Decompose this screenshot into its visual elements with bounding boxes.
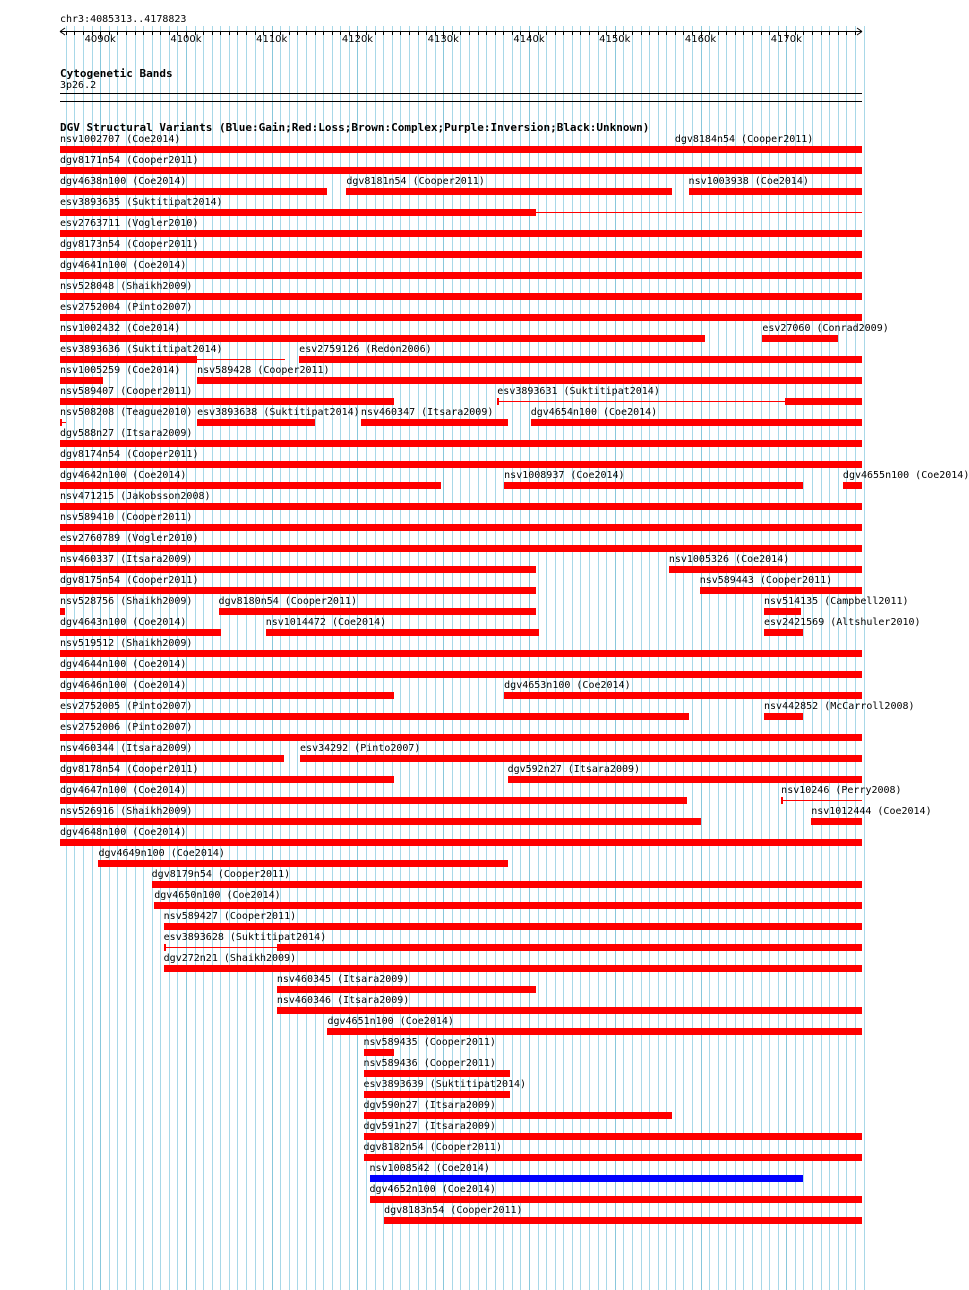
variant-bar[interactable] bbox=[219, 608, 536, 615]
variant-bar[interactable] bbox=[364, 1112, 673, 1119]
variant-label[interactable]: nsv1014472 (Coe2014) bbox=[265, 617, 387, 628]
variant-bar[interactable] bbox=[60, 230, 862, 237]
variant-bar[interactable] bbox=[60, 335, 705, 342]
variant-label[interactable]: nsv589435 (Cooper2011) bbox=[363, 1037, 496, 1048]
variant-bar[interactable] bbox=[60, 587, 536, 594]
variant-bar[interactable] bbox=[60, 398, 394, 405]
variant-label[interactable]: nsv1002432 (Coe2014) bbox=[60, 323, 181, 334]
variant-label[interactable]: nsv508208 (Teague2010) bbox=[60, 407, 193, 418]
variant-label[interactable]: nsv589436 (Cooper2011) bbox=[363, 1058, 496, 1069]
variant-label[interactable]: nsv471215 (Jakobsson2008) bbox=[60, 491, 211, 502]
variant-label[interactable]: dgv4644n100 (Coe2014) bbox=[60, 659, 187, 670]
variant-bar[interactable] bbox=[504, 692, 862, 699]
variant-label[interactable]: dgv4638n100 (Coe2014) bbox=[60, 176, 187, 187]
variant-bar[interactable] bbox=[675, 146, 862, 153]
ruler-tick-label: 4120k bbox=[341, 34, 374, 45]
variant-bar[interactable] bbox=[60, 188, 327, 195]
variant-label[interactable]: dgv4650n100 (Coe2014) bbox=[154, 890, 281, 901]
variant-label[interactable]: dgv8183n54 (Cooper2011) bbox=[384, 1205, 523, 1216]
variant-label[interactable]: esv2763711 (Vogler2010) bbox=[60, 218, 199, 229]
variant-bar[interactable] bbox=[60, 461, 862, 468]
variant-label[interactable]: nsv1005326 (Coe2014) bbox=[668, 554, 790, 565]
variant-bar[interactable] bbox=[60, 209, 536, 216]
ruler-tick-label: 4100k bbox=[170, 34, 202, 45]
cytoband-track-line bbox=[60, 93, 862, 94]
variant-bar[interactable] bbox=[364, 1091, 511, 1098]
variant-label[interactable]: nsv1005259 (Coe2014) bbox=[60, 365, 181, 376]
variant-bar[interactable] bbox=[689, 188, 862, 195]
variant-bar[interactable] bbox=[60, 671, 862, 678]
variant-label[interactable]: esv3893636 (Suktitipat2014) bbox=[60, 344, 223, 355]
variant-label[interactable]: dgv590n27 (Itsara2009) bbox=[363, 1100, 496, 1111]
variant-label[interactable]: dgv4652n100 (Coe2014) bbox=[369, 1184, 496, 1195]
variant-label[interactable]: nsv589428 (Cooper2011) bbox=[197, 365, 330, 376]
variant-bar[interactable] bbox=[364, 1154, 862, 1161]
variant-label[interactable]: nsv589407 (Cooper2011) bbox=[60, 386, 193, 397]
cytoband-track-line-bottom bbox=[60, 101, 862, 102]
variant-label[interactable]: dgv4651n100 (Coe2014) bbox=[327, 1016, 454, 1027]
variant-bar[interactable] bbox=[384, 1217, 862, 1224]
variant-label[interactable]: esv3893638 (Suktitipat2014) bbox=[197, 407, 360, 418]
variant-label[interactable]: esv34292 (Pinto2007) bbox=[300, 743, 421, 754]
variant-bar-cap[interactable] bbox=[60, 419, 62, 426]
variant-label[interactable]: dgv4641n100 (Coe2014) bbox=[60, 260, 187, 271]
variant-label[interactable]: dgv8179n54 (Cooper2011) bbox=[151, 869, 291, 880]
variant-bar[interactable] bbox=[60, 608, 65, 615]
variant-bar[interactable] bbox=[346, 188, 672, 195]
variant-bar[interactable] bbox=[266, 629, 540, 636]
variant-bar[interactable] bbox=[197, 377, 862, 384]
variant-label[interactable]: esv2752004 (Pinto2007) bbox=[60, 302, 193, 313]
variant-label[interactable]: nsv1008937 (Coe2014) bbox=[504, 470, 625, 481]
variant-bar[interactable] bbox=[60, 503, 862, 510]
variant-label[interactable]: esv2752005 (Pinto2007) bbox=[60, 701, 193, 712]
variant-label[interactable]: dgv8178n54 (Cooper2011) bbox=[60, 764, 199, 775]
variant-bar[interactable] bbox=[277, 944, 862, 951]
variant-bar[interactable] bbox=[60, 713, 689, 720]
variant-bar[interactable] bbox=[164, 965, 862, 972]
variant-label[interactable]: esv27060 (Conrad2009) bbox=[762, 323, 889, 334]
variant-bar[interactable] bbox=[154, 902, 862, 909]
variant-label[interactable]: dgv4655n100 (Coe2014) bbox=[842, 470, 969, 481]
ruler-tick-label: 4110k bbox=[256, 34, 288, 45]
variant-label[interactable]: nsv460344 (Itsara2009) bbox=[60, 743, 193, 754]
variant-label[interactable]: nsv589410 (Cooper2011) bbox=[60, 512, 193, 523]
variant-bar[interactable] bbox=[60, 377, 103, 384]
variant-bar[interactable] bbox=[60, 755, 284, 762]
variant-bar[interactable] bbox=[300, 755, 862, 762]
variant-bar[interactable] bbox=[60, 650, 862, 657]
variant-bar[interactable] bbox=[164, 923, 862, 930]
variant-bar[interactable] bbox=[98, 860, 508, 867]
variant-bar[interactable] bbox=[60, 314, 862, 321]
variant-bar[interactable] bbox=[669, 566, 862, 573]
variant-bar[interactable] bbox=[60, 797, 687, 804]
variant-bar[interactable] bbox=[60, 440, 862, 447]
variant-label[interactable]: esv2759126 (Redon2006) bbox=[299, 344, 432, 355]
variant-bar[interactable] bbox=[60, 272, 862, 279]
variant-label[interactable]: dgv8181n54 (Cooper2011) bbox=[346, 176, 485, 187]
variant-bar-thin[interactable] bbox=[497, 401, 784, 402]
variant-label[interactable]: esv3893635 (Suktitipat2014) bbox=[60, 197, 223, 208]
variant-label[interactable]: nsv1008542 (Coe2014) bbox=[369, 1163, 490, 1174]
variant-label[interactable]: dgv592n27 (Itsara2009) bbox=[507, 764, 641, 775]
variant-label[interactable]: nsv460337 (Itsara2009) bbox=[60, 554, 193, 565]
variant-bar[interactable] bbox=[764, 713, 803, 720]
variant-bar-thin[interactable] bbox=[781, 800, 862, 801]
variant-bar[interactable] bbox=[60, 839, 862, 846]
variant-bar[interactable] bbox=[364, 1049, 394, 1056]
variant-label[interactable]: nsv460346 (Itsara2009) bbox=[276, 995, 410, 1006]
variant-bar[interactable] bbox=[531, 419, 862, 426]
variant-bar[interactable] bbox=[60, 482, 441, 489]
variant-bar[interactable] bbox=[764, 629, 803, 636]
variant-label[interactable]: nsv528756 (Shaikh2009) bbox=[60, 596, 193, 607]
variant-bar-thin[interactable] bbox=[164, 947, 277, 948]
variant-bar-thin[interactable] bbox=[536, 212, 862, 213]
variant-label[interactable]: dgv4649n100 (Coe2014) bbox=[98, 848, 225, 859]
variant-bar[interactable] bbox=[361, 419, 509, 426]
variant-bar[interactable] bbox=[700, 587, 862, 594]
variant-label[interactable]: esv3893639 (Suktitipat2014) bbox=[363, 1079, 527, 1090]
variant-bar[interactable] bbox=[60, 818, 701, 825]
variant-label[interactable]: dgv4647n100 (Coe2014) bbox=[60, 785, 187, 796]
variant-label[interactable]: nsv519512 (Shaikh2009) bbox=[60, 638, 193, 649]
variant-bar-thin[interactable] bbox=[197, 359, 284, 360]
variant-bar[interactable] bbox=[277, 986, 536, 993]
variant-bar[interactable] bbox=[197, 419, 315, 426]
variant-label[interactable]: dgv8173n54 (Cooper2011) bbox=[60, 239, 199, 250]
locus-label: chr3:4085313..4178823 bbox=[60, 14, 187, 25]
ruler-tick-label: 4090k bbox=[84, 34, 116, 45]
variant-label[interactable]: dgv8182n54 (Cooper2011) bbox=[363, 1142, 502, 1153]
variant-bar[interactable] bbox=[60, 692, 394, 699]
variant-bar[interactable] bbox=[60, 629, 221, 636]
variant-label[interactable]: dgv8175n54 (Cooper2011) bbox=[60, 575, 199, 586]
variant-label[interactable]: dgv4648n100 (Coe2014) bbox=[60, 827, 187, 838]
variant-label[interactable]: dgv588n27 (Itsara2009) bbox=[60, 428, 193, 439]
variant-label[interactable]: dgv4653n100 (Coe2014) bbox=[504, 680, 631, 691]
variant-label[interactable]: nsv589427 (Cooper2011) bbox=[163, 911, 297, 922]
variant-bar[interactable] bbox=[762, 335, 837, 342]
variant-bar[interactable] bbox=[299, 356, 862, 363]
variant-bar[interactable] bbox=[364, 1070, 511, 1077]
variant-bar[interactable] bbox=[60, 356, 197, 363]
variant-label[interactable]: nsv514135 (Campbell2011) bbox=[764, 596, 909, 607]
variant-label[interactable]: nsv528048 (Shaikh2009) bbox=[60, 281, 193, 292]
variant-bar[interactable] bbox=[60, 566, 536, 573]
variant-bar[interactable] bbox=[764, 608, 801, 615]
variant-bar[interactable] bbox=[60, 545, 862, 552]
ruler-tick-label: 4140k bbox=[513, 34, 545, 45]
ruler-tick-label: 4160k bbox=[684, 34, 717, 45]
variant-label[interactable]: esv3893628 (Suktitipat2014) bbox=[163, 932, 327, 943]
variant-label[interactable]: esv2421569 (Altshuler2010) bbox=[764, 617, 921, 628]
variant-label[interactable]: dgv8180n54 (Cooper2011) bbox=[218, 596, 358, 607]
variant-label[interactable]: dgv591n27 (Itsara2009) bbox=[363, 1121, 496, 1132]
variant-bar[interactable] bbox=[370, 1196, 862, 1203]
variant-label[interactable]: esv3893631 (Suktitipat2014) bbox=[497, 386, 660, 397]
variant-bar[interactable] bbox=[60, 734, 862, 741]
variant-label[interactable]: dgv8184n54 (Cooper2011) bbox=[674, 134, 814, 145]
variant-label[interactable]: nsv1012444 (Coe2014) bbox=[811, 806, 932, 817]
ruler-tick-label: 4150k bbox=[599, 34, 631, 45]
variant-label[interactable]: dgv4642n100 (Coe2014) bbox=[60, 470, 187, 481]
variant-bar[interactable] bbox=[785, 398, 862, 405]
variant-label[interactable]: dgv8174n54 (Cooper2011) bbox=[60, 449, 199, 460]
variant-bar[interactable] bbox=[327, 1028, 862, 1035]
variant-bar[interactable] bbox=[364, 1133, 862, 1140]
variant-label[interactable]: esv2752006 (Pinto2007) bbox=[60, 722, 193, 733]
variant-bar[interactable] bbox=[277, 1007, 862, 1014]
variant-bar[interactable] bbox=[60, 524, 862, 531]
variant-label[interactable]: nsv526916 (Shaikh2009) bbox=[60, 806, 193, 817]
dgv-track-title: DGV Structural Variants (Blue:Gain;Red:Loss;Brown:Complex;Purple:Inversion;Black:Unknown) bbox=[60, 121, 650, 134]
variant-label[interactable]: esv2760789 (Vogler2010) bbox=[60, 533, 199, 544]
variant-bar-cap[interactable] bbox=[781, 797, 783, 804]
ruler-tick-label: 4170k bbox=[770, 34, 802, 45]
variant-bar[interactable] bbox=[60, 293, 862, 300]
ruler-tick-label: 4130k bbox=[427, 34, 459, 45]
variant-label[interactable]: nsv442852 (McCarroll2008) bbox=[764, 701, 915, 712]
variant-label[interactable]: nsv589443 (Cooper2011) bbox=[699, 575, 833, 586]
variant-bar[interactable] bbox=[60, 167, 862, 174]
cytoband-label[interactable]: 3p26.2 bbox=[60, 80, 97, 91]
variant-bar[interactable] bbox=[504, 482, 803, 489]
variant-label[interactable]: dgv4646n100 (Coe2014) bbox=[60, 680, 187, 691]
variant-label[interactable]: dgv4654n100 (Coe2014) bbox=[530, 407, 658, 418]
variant-label[interactable]: dgv4643n100 (Coe2014) bbox=[60, 617, 187, 628]
variant-label[interactable]: nsv1003938 (Coe2014) bbox=[688, 176, 809, 187]
variant-bar[interactable] bbox=[152, 881, 862, 888]
variant-bar[interactable] bbox=[811, 818, 862, 825]
variant-bar[interactable] bbox=[843, 482, 862, 489]
variant-label[interactable]: nsv10246 (Perry2008) bbox=[781, 785, 902, 796]
cytoband-track-title: Cytogenetic Bands bbox=[60, 67, 173, 80]
variant-label[interactable]: nsv460345 (Itsara2009) bbox=[276, 974, 410, 985]
variant-label[interactable]: dgv272n21 (Shaikh2009) bbox=[163, 953, 297, 964]
variant-bar[interactable] bbox=[60, 776, 394, 783]
variant-bar[interactable] bbox=[508, 776, 862, 783]
variant-label[interactable]: dgv8171n54 (Cooper2011) bbox=[60, 155, 199, 166]
variant-bar[interactable] bbox=[60, 251, 862, 258]
variant-label[interactable]: nsv460347 (Itsara2009) bbox=[360, 407, 494, 418]
variant-label[interactable]: nsv1002707 (Coe2014) bbox=[60, 134, 181, 145]
variant-bar-gain[interactable] bbox=[370, 1175, 804, 1182]
